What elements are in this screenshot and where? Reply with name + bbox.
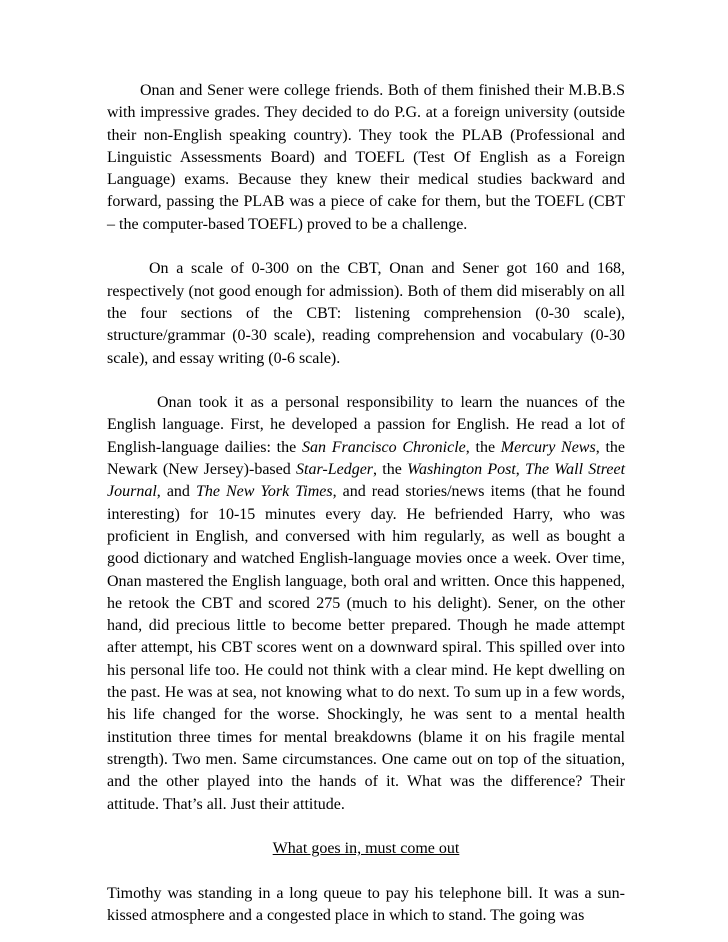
- paragraph-onan-learning: [107, 392, 625, 816]
- newspaper-title: Washington Post: [407, 461, 516, 479]
- section-heading: [107, 838, 625, 860]
- newspaper-title: San Francisco Chronicle: [301, 438, 466, 456]
- paragraph-text: , and read stories/news items (that he found interesting) for 10-15 minutes every day. He befriended Harry, who was proficient in English, and conversed with him regularly, as well as bought a good dictionary and watched English-language movies once a week. Over time, Onan mastered the English language, both oral and written. Once this happened, he retook the CBT and scored 275 (much to his delight). Sener, on the other hand, did precious little to become better prepared. Though he made attempt after attempt, his CBT scores went on a downward spiral. This spilled over into his personal life too. He could not think with a clear mind. He kept dwelling on the past. He was at sea, not knowing what to do next. To sum up in a few words, his life changed for the worse. Shockingly, he was sent to a mental health institution three times for mental breakdowns (blame it on his fragile mental strength). Two men. Same circumstances. One came out on top of the situation, and the other played into the hands of it. What was the difference? Their attitude. That’s all. Just their attitude.: [107, 483, 625, 813]
- paragraph-spacer: [107, 860, 625, 882]
- newspaper-title: Star-Ledger: [296, 461, 374, 479]
- section-heading-text: What goes in, must come out: [272, 840, 460, 858]
- paragraph-onan-sener-intro: Onan and Sener were college friends. Both of them finished their M.B.B.S with impressive grades. They decided to do P.G. at a foreign university (outside their non-English speaking country). They took the PLAB (Professional and Linguistic Assessments Board) and TOEFL (Test Of English as a Foreign Language) exams. Because they knew their medical studies backward and forward, passing the PLAB was a piece of cake for them, but the TOEFL (CBT – the computer-based TOEFL) proved to be a challenge.: [107, 82, 625, 233]
- paragraph-timothy-queue: Timothy was standing in a long queue to pay his telephone bill. It was a sun-kissed atmosphere and a congested place in which to stand. The going was: [107, 884, 625, 924]
- paragraph-text: ,: [515, 461, 526, 479]
- newspaper-title: The Wall Street Journal: [107, 461, 626, 501]
- paragraph-spacer: [107, 236, 625, 258]
- paragraph-spacer: [107, 816, 625, 838]
- paragraph-text: , the: [465, 438, 501, 456]
- newspaper-title: Mercury News: [500, 438, 596, 456]
- paragraph-text: , the Newark (New Jersey)-based: [107, 438, 626, 479]
- paragraph-text: Onan took it as a personal responsibility to learn the nuances of the English language. First, he developed a passion for English. He read a lot of English-language dailies: the: [107, 394, 625, 456]
- paragraph-text: , the: [373, 461, 408, 479]
- paragraph-cbt-scores: On a scale of 0-300 on the CBT, Onan and Sener got 160 and 168, respectively (not good enough for admission). Both of them did miserably on all the four sections of the CBT: listening comprehension (0-30 scale), structure/grammar (0-30 scale), reading comprehension and vocabulary (0-30 scale), and essay writing (0-6 scale).: [107, 260, 625, 367]
- document-body: [107, 80, 625, 927]
- paragraph-text: , and: [156, 483, 196, 501]
- newspaper-title: The New York Times: [195, 483, 333, 501]
- paragraph-spacer: [107, 370, 625, 392]
